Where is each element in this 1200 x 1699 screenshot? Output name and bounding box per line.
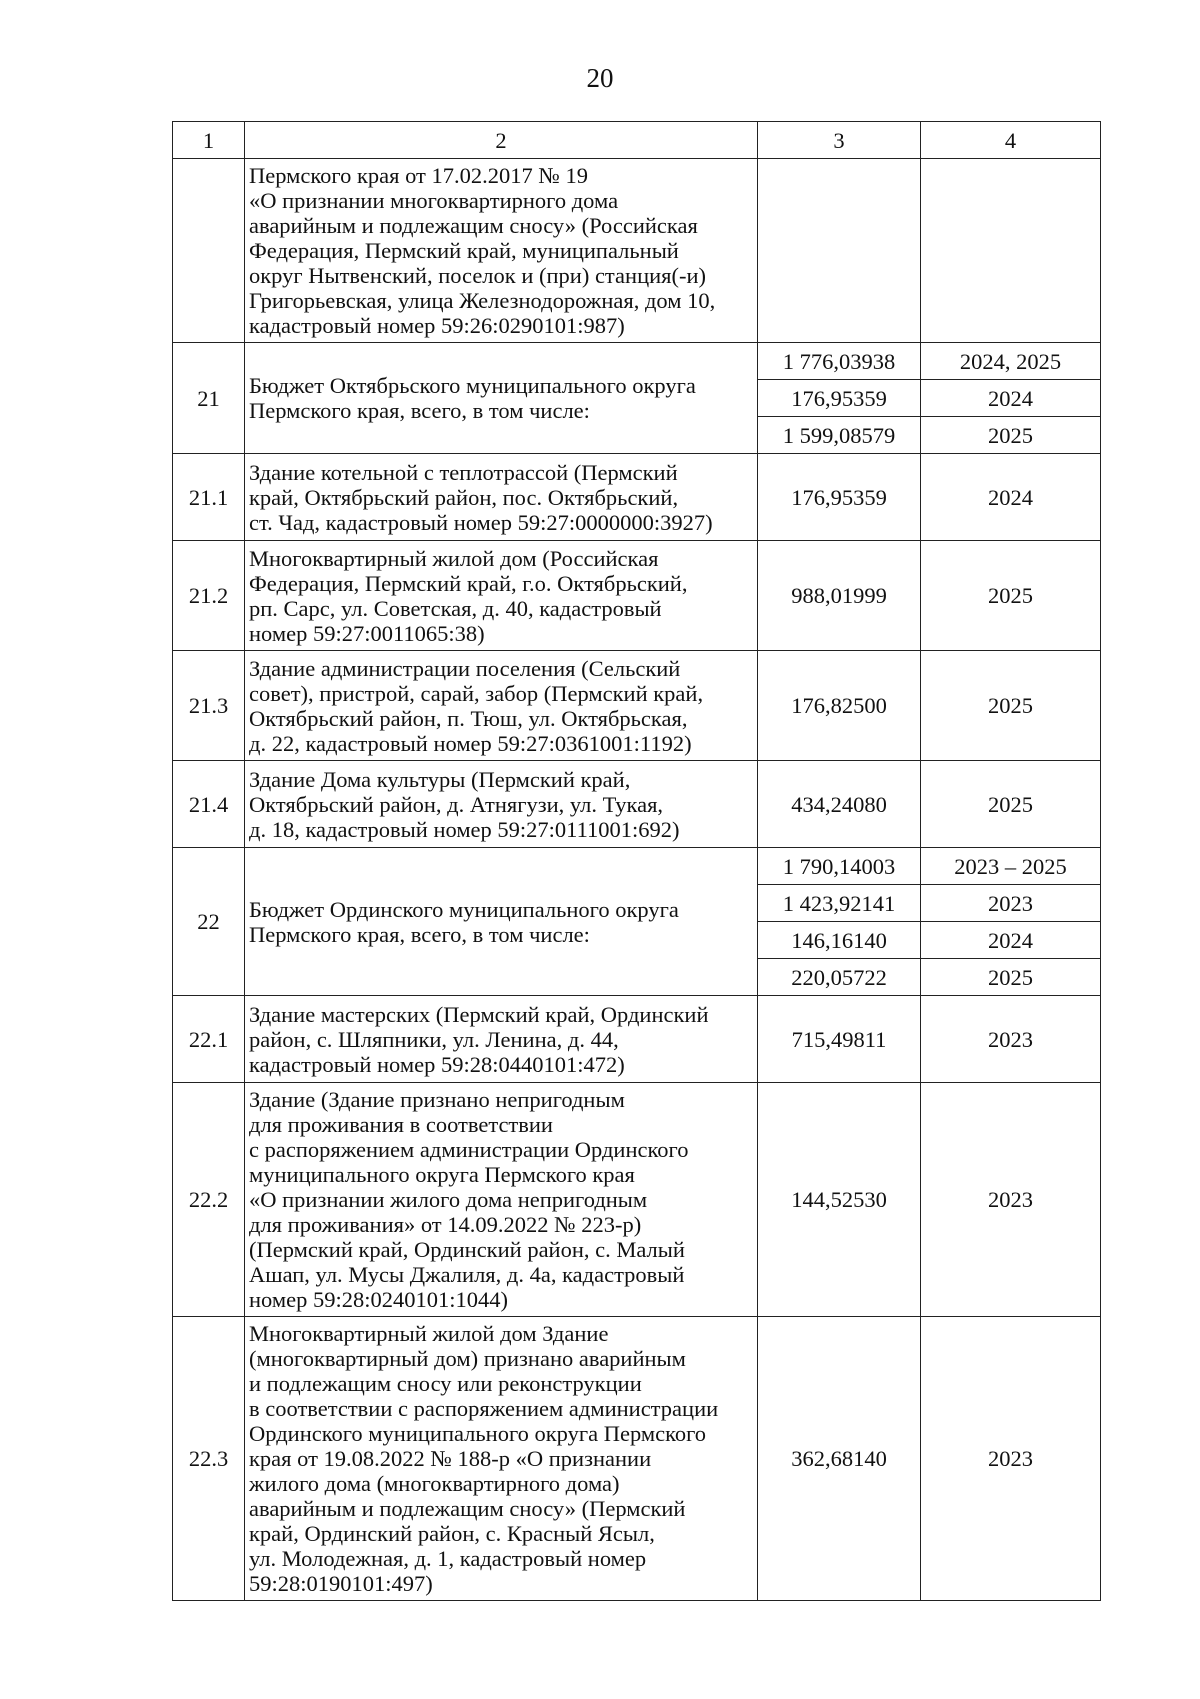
row-year: 2023 xyxy=(921,1317,1101,1601)
row-year: 2025 xyxy=(921,417,1101,454)
row-description: Пермского края от 17.02.2017 № 19 «О признании многоквартирного дома аварийным и подлежащим сносу» (Российская Федерация, Пермский край, муниципальный округ Нытвенский, поселок и (при) станция(-и) Григорьевская, улица Железнодорожная, дом 10, кадастровый номер 59:26:0290101:987) xyxy=(245,159,758,343)
table-row xyxy=(173,996,1101,1083)
row-description: Бюджет Ординского муниципального округа Пермского края, всего, в том числе: xyxy=(245,848,758,996)
row-year: 2025 xyxy=(921,959,1101,996)
column-header: 1 xyxy=(173,122,245,159)
row-number: 21 xyxy=(173,343,245,454)
row-number: 22.3 xyxy=(173,1317,245,1601)
table-row xyxy=(173,1317,1101,1601)
table-header-row xyxy=(173,122,1101,159)
row-year: 2025 xyxy=(921,541,1101,651)
table-row xyxy=(173,848,1101,885)
row-description: Здание Дома культуры (Пермский край, Октябрьский район, д. Атнягузи, ул. Тукая, д. 18, кадастровый номер 59:27:0111001:692) xyxy=(245,761,758,848)
column-header: 3 xyxy=(758,122,921,159)
row-year: 2024, 2025 xyxy=(921,343,1101,380)
row-value: 176,82500 xyxy=(758,651,921,761)
row-year: 2023 xyxy=(921,996,1101,1083)
row-value: 146,16140 xyxy=(758,922,921,959)
row-description: Бюджет Октябрьского муниципального округа Пермского края, всего, в том числе: xyxy=(245,343,758,454)
table-row xyxy=(173,651,1101,761)
row-year: 2024 xyxy=(921,380,1101,417)
row-value: 1 776,03938 xyxy=(758,343,921,380)
table-row xyxy=(173,541,1101,651)
row-year xyxy=(921,159,1101,343)
row-year: 2023 xyxy=(921,1083,1101,1317)
row-number: 21.1 xyxy=(173,454,245,541)
table-row xyxy=(173,159,1101,343)
row-description: Здание (Здание признано непригодным для проживания в соответствии с распоряжением администрации Ординского муниципального округа Пермского края «О признании жилого дома непригодным для проживания» от 14.09.2022 № 223-р) (Пермский край, Ординский район, с. Малый Ашап, ул. Мусы Джалиля, д. 4а, кадастровый номер 59:28:0240101:1044) xyxy=(245,1083,758,1317)
column-header: 4 xyxy=(921,122,1101,159)
row-value: 1 423,92141 xyxy=(758,885,921,922)
page-number: 20 xyxy=(586,63,614,93)
row-value: 176,95359 xyxy=(758,380,921,417)
row-description: Здание администрации поселения (Сельский совет), пристрой, сарай, забор (Пермский край, Октябрьский район, п. Тюш, ул. Октябрьская, д. 22, кадастровый номер 59:27:0361001:1192) xyxy=(245,651,758,761)
row-value: 1 790,14003 xyxy=(758,848,921,885)
row-value: 220,05722 xyxy=(758,959,921,996)
row-number: 21.3 xyxy=(173,651,245,761)
row-value: 362,68140 xyxy=(758,1317,921,1601)
row-number: 22 xyxy=(173,848,245,996)
row-number: 21.4 xyxy=(173,761,245,848)
table-row xyxy=(173,761,1101,848)
row-year: 2024 xyxy=(921,454,1101,541)
row-value xyxy=(758,159,921,343)
row-description: Здание мастерских (Пермский край, Ординский район, с. Шляпники, ул. Ленина, д. 44, кадастровый номер 59:28:0440101:472) xyxy=(245,996,758,1083)
row-value: 434,24080 xyxy=(758,761,921,848)
row-year: 2025 xyxy=(921,651,1101,761)
row-year: 2023 – 2025 xyxy=(921,848,1101,885)
table-row xyxy=(173,1083,1101,1317)
row-number: 22.1 xyxy=(173,996,245,1083)
row-value: 144,52530 xyxy=(758,1083,921,1317)
row-number xyxy=(173,159,245,343)
row-year: 2024 xyxy=(921,922,1101,959)
row-description: Многоквартирный жилой дом Здание (многоквартирный дом) признано аварийным и подлежащим сносу или реконструкции в соответствии с распоряжением администрации Ординского муниципального округа Пермского края от 19.08.2022 № 188-р «О признании жилого дома (многоквартирного дома) аварийным и подлежащим сносу» (Пермский край, Ординский район, с. Красный Ясыл, ул. Молодежная, д. 1, кадастровый номер 59:28:0190101:497) xyxy=(245,1317,758,1601)
row-value: 1 599,08579 xyxy=(758,417,921,454)
row-value: 715,49811 xyxy=(758,996,921,1083)
table-row xyxy=(173,343,1101,380)
row-description: Здание котельной с теплотрассой (Пермский край, Октябрьский район, пос. Октябрьский, ст. Чад, кадастровый номер 59:27:0000000:3927) xyxy=(245,454,758,541)
row-number: 22.2 xyxy=(173,1083,245,1317)
column-header: 2 xyxy=(245,122,758,159)
row-year: 2025 xyxy=(921,761,1101,848)
row-number: 21.2 xyxy=(173,541,245,651)
table-row xyxy=(173,454,1101,541)
row-value: 988,01999 xyxy=(758,541,921,651)
row-description: Многоквартирный жилой дом (Российская Федерация, Пермский край, г.о. Октябрьский, рп. Сарс, ул. Советская, д. 40, кадастровый номер 59:27:0011065:38) xyxy=(245,541,758,651)
budget-table xyxy=(172,121,1101,1601)
row-year: 2023 xyxy=(921,885,1101,922)
row-value: 176,95359 xyxy=(758,454,921,541)
